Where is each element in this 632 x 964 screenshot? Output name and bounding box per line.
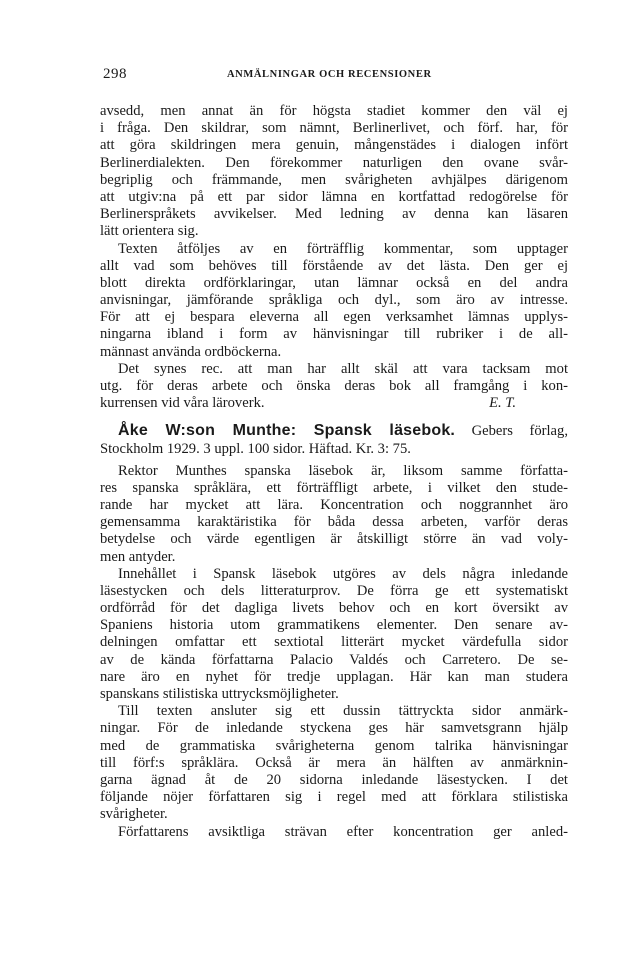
page-body (100, 103, 568, 841)
text-line: gemensamma karaktäristika för båda dessa arbeten, varför deras (100, 514, 568, 531)
text-line: ningar. För de inledande styckena ges här samvetsgrann hjälp (100, 720, 568, 737)
running-head: ANMÄLNINGAR OCH RECENSIONER (227, 69, 432, 80)
text-line: rande har mycket att lära. Koncentration och noggrannhet äro (100, 496, 568, 513)
text-line: Berlinerspråkets avvikelser. Med ledning av denna kan läsaren (100, 206, 568, 223)
text-line: För att ej bespara eleverna all egen verksamhet lämnas upplys- (100, 309, 568, 326)
text-line: begriplig och främmande, men svårigheten avhjälpes därigenom (100, 171, 568, 188)
book-publisher: Gebers förlag, (471, 423, 568, 440)
reviewer-signature: E. T. (489, 395, 516, 412)
text-line: Till texten ansluter sig ett dussin tättryckta sidor anmärk- (118, 703, 568, 720)
text-line: av de kända författarna Palacio Valdés och Carretero. De se- (100, 651, 568, 668)
text-line: Rektor Munthes spanska läsebok är, liksom samme författa- (118, 462, 568, 479)
text-line: men antyder. (100, 548, 176, 565)
text-line: ningarna ibland i form av hänvisningar till rubriker i de all- (100, 326, 568, 343)
text-line: Texten åtföljes av en förträfflig kommentar, som upptager (118, 240, 568, 257)
page-number: 298 (103, 66, 127, 82)
text-line: svårigheter. (100, 806, 168, 823)
text-line: betydelse och värde egentligen är åtskilligt större än vad voly- (100, 531, 568, 548)
text-line: att göra skildringen mera genuin, mångenstädes i dialogen infört (100, 137, 568, 154)
text-line: kurrensen vid våra läroverk. (100, 395, 265, 412)
book-title: Åke W:son Munthe: Spansk läsebok. (118, 422, 456, 440)
review-2 (100, 422, 568, 840)
text-line: nare äro en nyhet för tredje upplagan. Här kan man studera (100, 668, 568, 685)
text-line: Det synes rec. att man har allt skäl att vara tacksam mot (118, 360, 568, 377)
text-line: anvisningar, jämförande språkliga och dyl., som äro av intresse. (100, 292, 568, 309)
text-line: avsedd, men annat än för högsta stadiet kommer den väl ej (100, 103, 568, 119)
book-details: Stockholm 1929. 3 uppl. 100 sidor. Häftad. Kr. 3: 75. (100, 441, 411, 458)
text-line: följande nöjer författaren sig i regel med att förklara stilistiska (100, 789, 568, 806)
review-1 (100, 103, 568, 412)
review-heading (100, 422, 568, 441)
text-line: res spanska språklära, ett förträffligt arbete, i vilket den stude- (100, 479, 568, 496)
text-line: i fråga. Den skildrar, som nämnt, Berlinerlivet, och förf. har, för (100, 120, 568, 137)
text-line: lätt orientera sig. (100, 223, 199, 240)
text-line-with-signature (100, 395, 568, 412)
text-line: läsestycken och dels litteraturprov. De förra ge ett systematiskt (100, 582, 568, 599)
text-line: att utgiv:na på ett par sidor lämna en kortfattad redogörelse för (100, 188, 568, 205)
text-line: delningen omfattar ett sextiotal litterärt mycket värdefulla sidor (100, 634, 568, 651)
text-line: Författarens avsiktliga strävan efter koncentration ger anled- (118, 823, 568, 840)
text-line: ordförråd för det dagliga livets behov och en kort översikt av (100, 600, 568, 617)
text-line: spanskans stilistiska uttrycksmöjligheter. (100, 686, 339, 702)
text-line: med de grammatiska svårigheterna genom talrika hänvisningar (100, 737, 568, 754)
text-line: Innehållet i Spansk läsebok utgöres av dels några inledande (118, 565, 568, 582)
text-line: Spaniens historia utom grammatikens elementer. Den senare av- (100, 617, 568, 634)
text-line: Berlinerdialekten. Den förekommer naturligen den ovane svår- (100, 154, 568, 171)
page-header (103, 66, 573, 86)
text-line: männast använda ordböckerna. (100, 343, 282, 360)
text-line: blott direkta ordförklaringar, utan lämnar också en del andra (100, 274, 568, 291)
text-line: allt vad som behöves till förstående av det lästa. Den ger ej (100, 257, 568, 274)
text-line: utg. för deras arbete och önska deras bok all framgång i kon- (100, 378, 568, 394)
text-line: garna ägnad åt de 20 sidorna inledande läsestycken. I det (100, 771, 568, 788)
text-line: till förf:s språklära. Också är mera än hälften av anmärknin- (100, 754, 568, 771)
